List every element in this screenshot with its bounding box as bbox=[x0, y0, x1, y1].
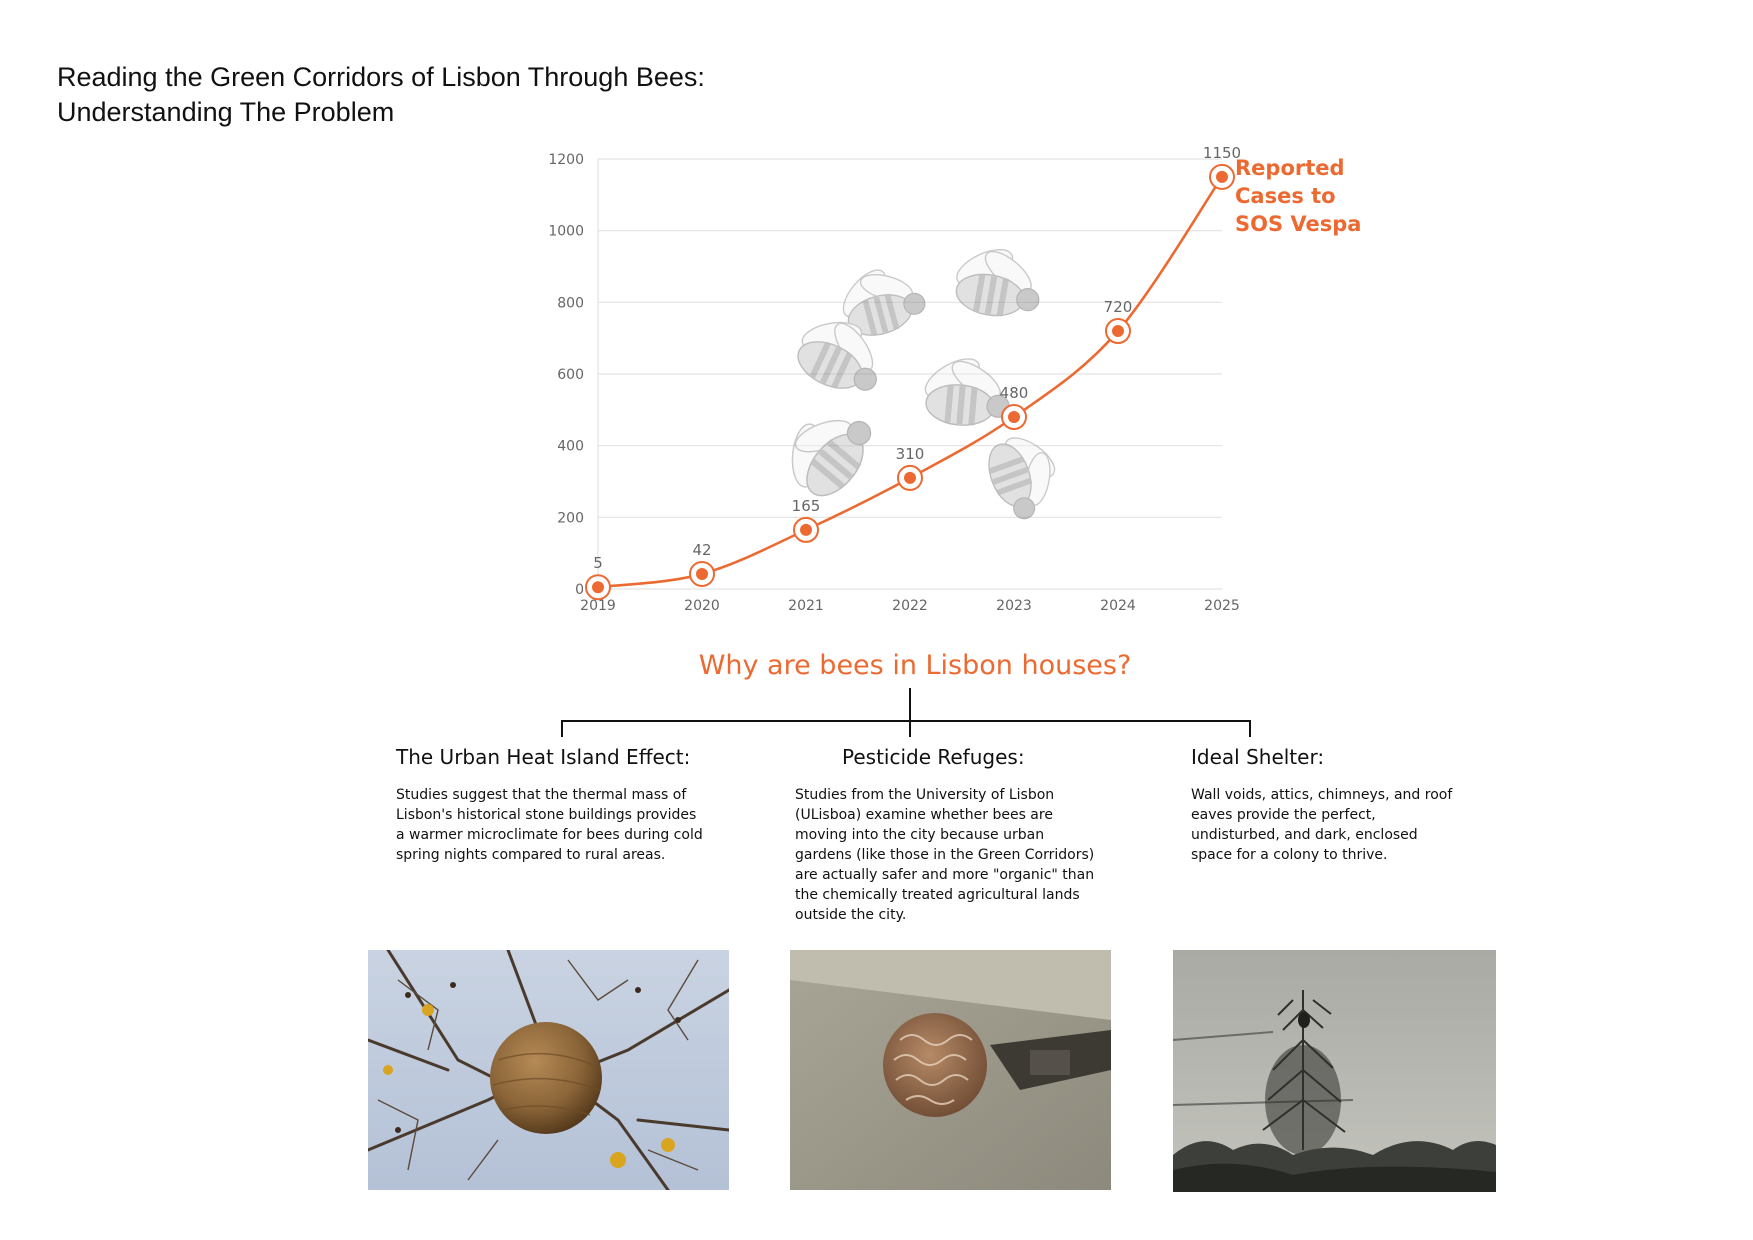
body-line: undisturbed, and dark, enclosed bbox=[1191, 827, 1418, 843]
body-line: are actually safer and more "organic" than bbox=[795, 867, 1095, 883]
column-title-heat-island: The Urban Heat Island Effect: bbox=[396, 745, 691, 769]
column-title-pesticide: Pesticide Refuges: bbox=[842, 745, 1025, 769]
title-line-1: Reading the Green Corridors of Lisbon Through Bees: bbox=[57, 62, 705, 92]
column-body-pesticide bbox=[795, 785, 1094, 925]
photo-tree-silhouette bbox=[1173, 950, 1496, 1192]
x-tick-label: 2023 bbox=[996, 598, 1032, 614]
series-label-line: Cases to bbox=[1235, 183, 1336, 208]
body-line: a warmer microclimate for bees during cold bbox=[396, 827, 703, 843]
x-tick-label: 2022 bbox=[892, 598, 928, 614]
body-line: Lisbon's historical stone buildings provides bbox=[396, 807, 697, 823]
y-tick-label: 400 bbox=[557, 438, 584, 455]
body-line: Wall voids, attics, chimneys, and roof bbox=[1191, 787, 1453, 803]
body-line: gardens (like those in the Green Corridors) bbox=[795, 847, 1095, 863]
column-body-heat-island bbox=[396, 785, 703, 865]
data-label: 720 bbox=[1103, 298, 1133, 316]
column-body-shelter bbox=[1191, 785, 1452, 865]
body-line: outside the city. bbox=[795, 907, 907, 923]
series-label-line: SOS Vespa bbox=[1235, 211, 1362, 236]
y-tick-label: 0 bbox=[575, 582, 584, 598]
body-line: spring nights compared to rural areas. bbox=[396, 847, 666, 863]
body-line: eaves provide the perfect, bbox=[1191, 807, 1376, 823]
data-label: 42 bbox=[692, 540, 712, 559]
body-line: (ULisboa) examine whether bees are bbox=[795, 807, 1053, 823]
y-tick-label: 200 bbox=[557, 510, 584, 527]
column-title-shelter: Ideal Shelter: bbox=[1191, 745, 1325, 769]
x-tick-label: 2019 bbox=[580, 598, 616, 614]
x-tick-label: 2020 bbox=[684, 598, 720, 614]
y-tick-label: 1000 bbox=[548, 223, 584, 240]
series-label-line: Reported bbox=[1235, 155, 1345, 180]
data-label: 1150 bbox=[1202, 143, 1242, 162]
question-heading: Why are bees in Lisbon houses? bbox=[698, 650, 1132, 681]
data-label: 165 bbox=[791, 496, 821, 515]
title-line-2: Understanding The Problem bbox=[57, 97, 395, 127]
x-tick-label: 2021 bbox=[788, 598, 824, 614]
body-line: Studies from the University of Lisbon bbox=[795, 787, 1055, 803]
data-label: 5 bbox=[593, 554, 603, 573]
photo-nest-in-tree bbox=[368, 950, 729, 1190]
photo-nest-under-eave bbox=[790, 950, 1111, 1190]
data-label: 310 bbox=[895, 444, 925, 463]
x-tick-label: 2024 bbox=[1100, 598, 1136, 614]
data-label: 480 bbox=[999, 384, 1029, 402]
y-tick-label: 800 bbox=[557, 295, 584, 312]
y-tick-label: 600 bbox=[557, 367, 584, 383]
body-line: moving into the city because urban bbox=[795, 827, 1045, 843]
body-line: the chemically treated agricultural lands bbox=[795, 887, 1080, 903]
body-line: space for a colony to thrive. bbox=[1191, 847, 1388, 863]
y-tick-label: 1200 bbox=[548, 152, 584, 168]
x-tick-label: 2025 bbox=[1204, 598, 1240, 614]
body-line: Studies suggest that the thermal mass of bbox=[396, 787, 687, 803]
